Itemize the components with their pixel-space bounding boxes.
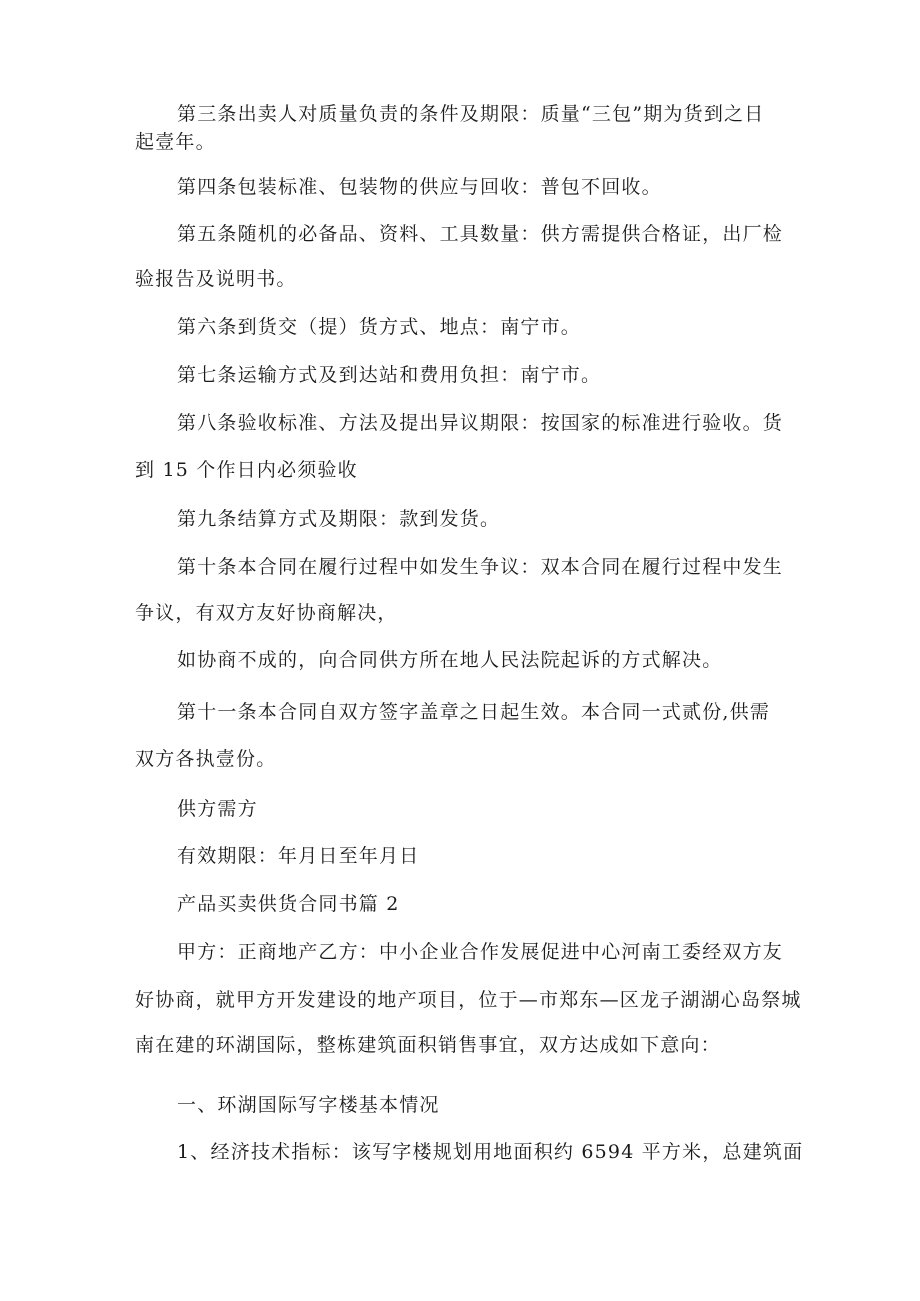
clause-5-line-1: 第五条随机的必备品、资料、工具数量：供方需提供合格证，出厂检 — [177, 223, 784, 245]
clause-8-line-1: 第八条验收标准、方法及提出异议期限：按国家的标准进行验收。货 — [177, 412, 784, 434]
signature-parties: 供方需方 — [177, 798, 258, 820]
clause-6: 第六条到货交（提）货方式、地点：南宁市。 — [177, 316, 582, 338]
subheading-building-overview: 一、环湖国际写字楼基本情况 — [177, 1094, 440, 1116]
clause-5-line-2: 验报告及说明书。 — [135, 268, 297, 290]
clause-3-line-2: 起壹年。 — [135, 131, 216, 153]
clause-10-line-2: 争议，有双方友好协商解决， — [135, 602, 398, 624]
technical-indicators-line: 1、经济技术指标：该写字楼规划用地面积约 6594 平方米，总建筑面 — [177, 1141, 804, 1163]
clause-10-line-3: 如协商不成的，向合同供方所在地人民法院起诉的方式解决。 — [177, 649, 723, 671]
parties-intro-line-1: 甲方：正商地产乙方：中小企业合作发展促进中心河南工委经双方友 — [177, 941, 784, 963]
clause-11-line-2: 双方各执壹份。 — [135, 748, 277, 770]
parties-intro-line-3: 南在建的环湖国际，整栋建筑面积销售事宜，双方达成如下意向： — [135, 1034, 721, 1056]
clause-4: 第四条包装标准、包装物的供应与回收：普包不回收。 — [177, 176, 662, 198]
clause-3-line-1: 第三条出卖人对质量负责的条件及期限：质量“三包”期为货到之日 — [177, 103, 765, 125]
clause-8-line-2: 到 15 个作日内必须验收 — [135, 459, 358, 481]
clause-11-line-1: 第十一条本合同自双方签字盖章之日起生效。本合同一式贰份,供需 — [177, 701, 771, 723]
validity-period: 有效期限：年月日至年月日 — [177, 845, 420, 867]
parties-intro-line-2: 好协商，就甲方开发建设的地产项目，位于—市郑东—区龙子湖湖心岛祭城 — [135, 989, 802, 1011]
clause-10-line-1: 第十条本合同在履行过程中如发生争议：双本合同在履行过程中发生 — [177, 556, 784, 578]
clause-7: 第七条运输方式及到达站和费用负担：南宁市。 — [177, 364, 602, 386]
section-heading-part-2: 产品买卖供货合同书篇 2 — [177, 893, 400, 915]
clause-9: 第九条结算方式及期限：款到发货。 — [177, 508, 501, 530]
